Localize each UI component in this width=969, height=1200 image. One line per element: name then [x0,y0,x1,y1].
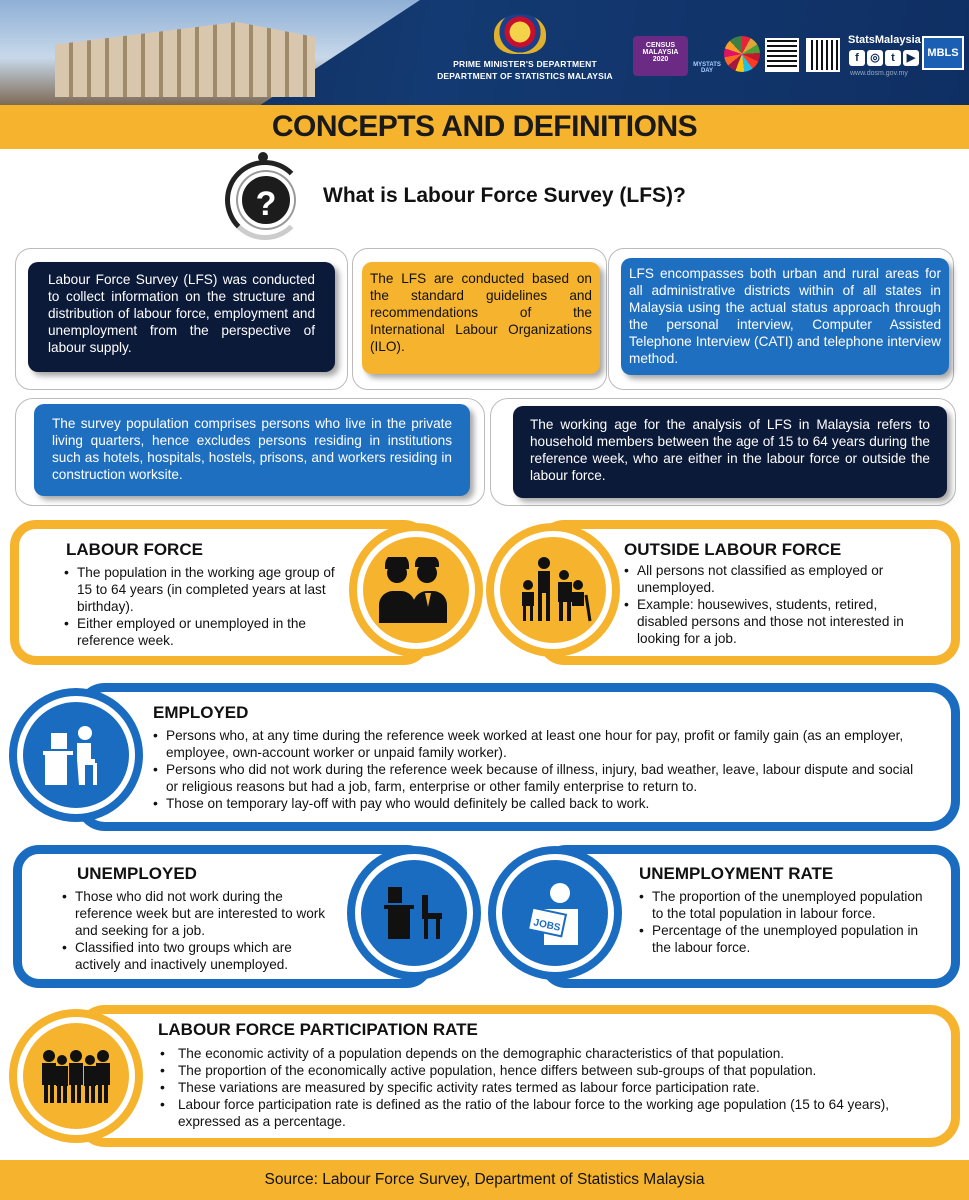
instagram-icon[interactable]: ◎ [867,50,883,66]
question-heading: What is Labour Force Survey (LFS)? [323,184,686,207]
list-item: • Percentage of the unemployed population in the labour force. [639,922,937,956]
labour-force-list [64,564,350,649]
facebook-icon[interactable]: f [849,50,865,66]
list-item: • Either employed or unemployed in the reference week. [64,615,350,649]
employed-title: EMPLOYED [153,703,249,722]
workers-icon [357,531,475,649]
dept-line2: DEPARTMENT OF STATISTICS MALAYSIA [437,71,613,81]
job-seeker-icon [496,854,614,972]
list-item: • Persons who, at any time during the reference week worked at least one hour for pay, profit or family gain (as an employer, employee, own-account worker or unpaid family worker). [153,727,923,761]
title-bar [0,105,969,149]
question-ring-dot [258,152,268,162]
list-item: • Those who did not work during the reference week but are interested to work and seeking for a job. [62,888,332,939]
website-url[interactable]: www.dosm.gov.my [850,70,908,77]
department-name [420,58,630,82]
question-icon: ? [238,172,294,228]
lfpr-list [160,1045,900,1130]
list-item: • The economic activity of a population depends on the demographic characteristics of that population. [160,1045,900,1062]
source-footer [0,1160,969,1200]
list-item: • Example: housewives, students, retired, disabled persons and those not interested in looking for a job. [624,596,924,647]
youtube-icon[interactable]: ▶ [903,50,919,66]
list-item: • Labour force participation rate is defined as the ratio of the labour force to the working age population (15 to 64 years), expressed as a percentage. [160,1096,900,1130]
desk-worker-icon [17,696,135,814]
unemployed-list [62,888,332,973]
outside-labour-force-title: OUTSIDE LABOUR FORCE [624,540,842,559]
page-title: CONCEPTS AND DEFINITIONS [271,110,698,143]
unemployed-title: UNEMPLOYED [77,864,197,883]
intro-box-survey-population: The survey population comprises persons who live in the private living quarters, hence excludes persons residing in institutions such as hotels, hospitals, hostels, prisons, and workers residing in construction worksite. [34,404,470,496]
list-item: • All persons not classified as employed or unemployed. [624,562,924,596]
census-logo: CENSUS MALAYSIA 2020 [633,36,688,76]
dept-line1: PRIME MINISTER'S DEPARTMENT [453,59,597,69]
unemployment-rate-list [639,888,937,956]
coat-of-arms-logo [494,14,546,54]
employed-list [153,727,923,812]
list-item: • These variations are measured by specific activity rates termed as labour force participation rate. [160,1079,900,1096]
list-item: • Persons who did not work during the reference week because of illness, injury, bad weather, leave, labour dispute and social or religious reasons but had a job, farm, enterprise or other family enterprise to return to. [153,761,923,795]
list-item: • The proportion of the unemployed population to the total population in labour force. [639,888,937,922]
sdg-logo [724,36,760,72]
intro-box-working-age: The working age for the analysis of LFS in Malaysia refers to household members between the age of 15 to 64 years during the reference week, who are either in the labour force or outside the labour force. [513,406,947,498]
list-item: • The proportion of the economically active population, hence differs between sub-groups of that population. [160,1062,900,1079]
mbls-logo: MBLS [922,36,964,70]
jobs-sign-text: JOBS [532,917,562,934]
intro-box-lfs-purpose: Labour Force Survey (LFS) was conducted to collect information on the structure and distribution of labour force, employment and unemployment from the perspective of labour supply. [28,262,335,372]
labour-force-title: LABOUR FORCE [66,540,203,559]
page-header [0,0,969,105]
qr-code-1[interactable] [765,38,799,72]
list-item: • The population in the working age group of 15 to 64 years (in completed years at last birthday). [64,564,350,615]
crowd-icon [17,1017,135,1135]
stats-malaysia-label: StatsMalaysia [848,34,921,46]
twitter-icon[interactable]: t [885,50,901,66]
outside-labour-force-list [624,562,924,647]
unemployment-rate-title: UNEMPLOYMENT RATE [639,864,834,883]
list-item: • Classified into two groups which are actively and inactively unemployed. [62,939,332,973]
intro-box-ilo: The LFS are conducted based on the standard guidelines and recommendations of the International Labour Organizations (ILO). [362,262,600,374]
list-item: • Those on temporary lay-off with pay who would definitely be called back to work. [153,795,923,812]
family-icon [494,531,612,649]
intro-box-coverage: LFS encompasses both urban and rural areas for all administrative districts within of all states in Malaysia using the actual status approach through the personal interview, Computer Assisted Telephone Interview (CATI) and telephone interview method. [621,258,949,375]
mystats-logo: MYSTATS DAY [693,62,721,74]
source-text: Source: Labour Force Survey, Department of Statistics Malaysia [264,1171,705,1188]
qr-code-2[interactable] [806,38,840,72]
empty-desk-icon [355,854,473,972]
lfpr-title: LABOUR FORCE PARTICIPATION RATE [158,1020,478,1039]
